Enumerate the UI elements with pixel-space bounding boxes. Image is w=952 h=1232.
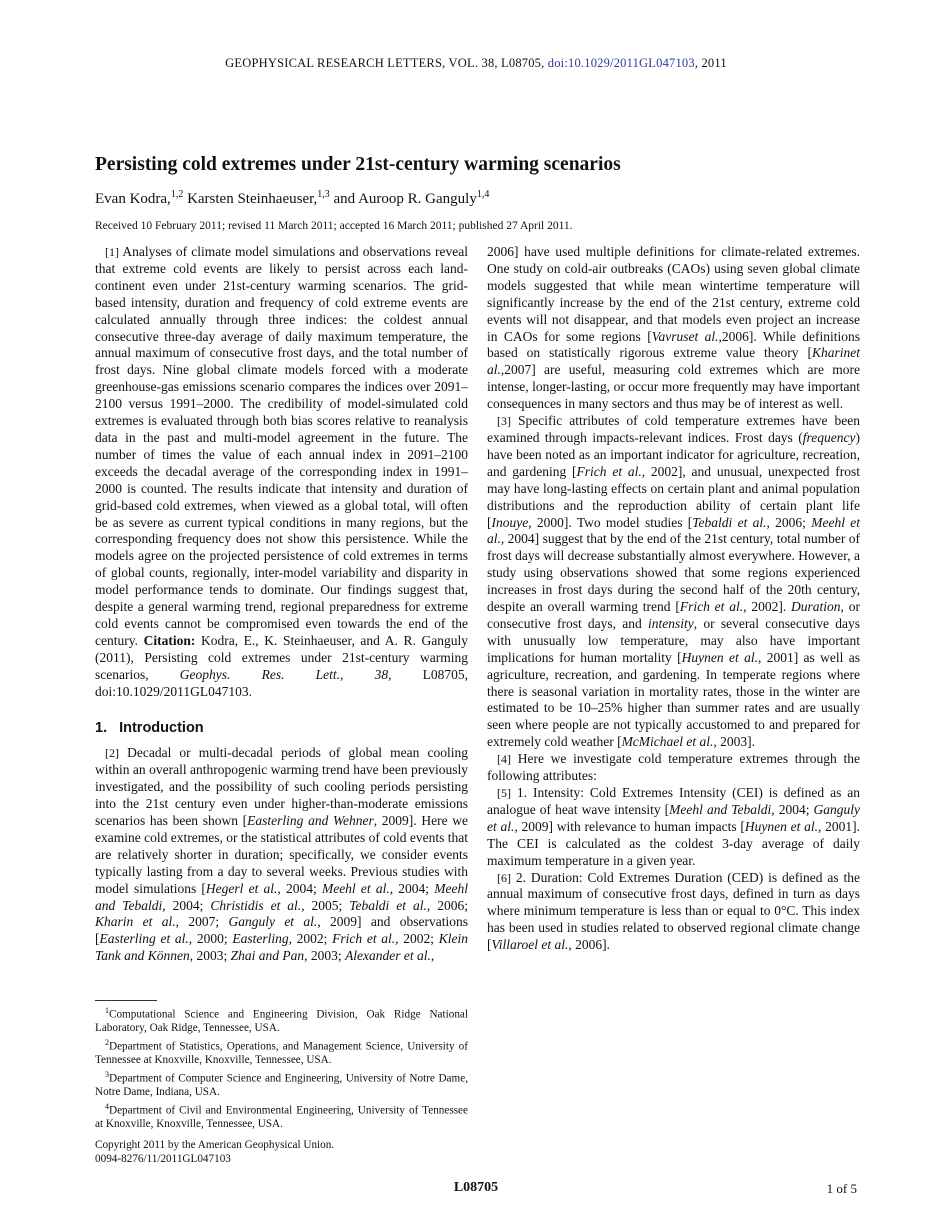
affiliation-mark: 1,3 [317,189,330,200]
paragraph-2-continued [487,244,860,413]
running-head [0,56,952,71]
text: , 2004; [162,897,211,913]
paragraph-4 [487,751,860,785]
reference[interactable]: Zhai and Pan [230,948,305,964]
reference[interactable]: Meehl et al. [487,514,860,547]
text: , 2004; [771,801,814,817]
text: , 2004] suggest that by the end of the 21st century, total number of frost days will decrease substantially almost everywhere. However, a study using observations showed that some regions experienced increases in frost days during the second half of the 20th century, despite an overall warming trend [ [487,531,860,615]
text: , or consecutive frost days, and [487,599,860,631]
text: , 2003]. [713,734,756,750]
paragraph-3 [487,413,860,751]
text: , [718,328,722,344]
reference[interactable]: Easterling [232,931,289,947]
affiliation-footnotes [95,1004,468,1132]
text: , 2009] and observations [ [95,914,468,947]
text: , 2009]. Here we examine cold extremes, or the statistical attributes of cold events that are relatively shorter in duration; specifically, we consider events typically lasting from a day to several weeks. Previous studies with model simulations [ [95,813,469,896]
text: , [500,362,505,378]
footnote [95,1004,468,1036]
text: 2006] have used multiple definitions for climate-related extremes. One study on cold-air outbreaks (CAOs) using seven global climate models suggested that while mean wintertime temperature will significantly increase by the end of the 21st century, extreme cold events will not disappear, and that models even project an increase in CAOs for some regions [ [487,244,860,344]
reference[interactable]: Ganguly et al. [487,801,860,834]
footnote-mark: 1 [105,1006,109,1015]
paragraph-number: [6] [497,870,511,885]
text: Decadal or multi-decadal periods of global mean cooling within an overall anthropogenic warming trend have been previously investigated, and the possibility of such cooling periods persisting into the 21st century even under higher-than-moderate emissions scenarios has been shown [ [95,745,469,828]
reference[interactable]: Tebaldi et al. [692,514,767,530]
text: Specific attributes of cold temperature extremes have been examined through impacts-relevant indices. Frost days ( [487,413,860,445]
citation-text: Kodra, E., K. Steinhaeuser, and A. R. Ganguly (2011), Persisting cold extremes under 21st-century warming scenarios, [95,632,468,682]
citation-end: , L08705, doi:10.1029/2011GL047103. [95,666,469,699]
reference[interactable]: Easterling et al. [99,931,189,947]
reference[interactable]: Inouye [491,514,529,530]
text: , 2003; [189,948,231,964]
author-steinhaeuser: Karsten Steinhaeuser, [183,191,318,207]
text: , [430,948,435,964]
citation-label: Citation: [143,632,196,648]
reference[interactable]: Christidis et al. [210,897,302,913]
text: ) have been noted as an important indicator for agriculture, recreation, and gardening [ [487,429,860,479]
footnote-mark: 2 [105,1037,109,1047]
reference[interactable]: Meehl and Tebaldi [95,880,468,913]
left-column [95,244,468,965]
copyright-line: Copyright 2011 by the American Geophysical Union. [95,1139,335,1151]
footnote-mark: 4 [105,1101,109,1111]
footnote-text: Department of Statistics, Operations, and Management Science, University of Tennessee at Knoxville, Knoxville, Tennessee, USA. [95,1040,468,1067]
emphasis: frequency [802,429,856,445]
text: , 2006; [766,514,812,530]
text: 1. Intensity: Cold Extremes Intensity (CEI) is defined as an analogue of heat wave intensity [ [487,785,860,817]
received-dates: Received 10 February 2011; revised 11 March 2011; accepted 16 March 2011; published 27 April 2011. [95,220,573,232]
citation-separator: , [340,666,375,682]
paragraph-number: [3] [497,414,511,429]
reference[interactable]: Kharin [811,345,851,361]
text: , 2004; [389,880,435,896]
author-list [95,189,489,208]
text: , or several consecutive days with unusually low temperature, may also have important implications for human mortality [ [487,615,860,665]
text: , 2002]. [743,599,792,615]
footnote-mark: 3 [105,1069,109,1079]
affiliation-mark: 1,4 [476,189,490,200]
reference[interactable]: Ganguly et al. [228,914,318,930]
reference[interactable]: Kharin et al. [95,914,176,930]
reference[interactable]: et al. [688,328,719,344]
author-kodra: Evan Kodra, [95,191,171,207]
footnote [95,1036,468,1068]
paragraph-number: [4] [497,752,511,767]
reference[interactable]: McMichael et al. [621,734,714,750]
reference[interactable]: Tebaldi et al. [349,897,427,913]
reference[interactable]: Easterling and Wehner [247,813,374,828]
page-number: 1 of 5 [826,1181,857,1196]
text: , 2006]. [568,937,610,953]
emphasis: intensity [648,615,694,631]
doi-link[interactable]: doi:10.1029/2011GL047103 [547,56,695,70]
journal-year: , 2011 [694,56,727,70]
section-number: 1. [95,720,108,737]
reference[interactable]: Klein Tank and Können [95,931,468,964]
abstract-text: Analyses of climate model simulations and observations reveal that extreme cold events are likely to persist across each land-continent even under 21st-century warming scenarios. The grid-based intensity, duration and frequency of cold extreme events are calculated annually through three indices: the coldest annual consecutive three-day average of daily maximum temperature, the annual maximum of consecutive frost days, and the total number of frost days. Nine global climate models forced with a moderate greenhouse-gas emissions scenario compares the indices over 2091–2100 versus 1991–2000. The credibility of model-simulated cold extremes is evaluated through both bias scores relative to reanalysis data in the past and multi-model agreement in the future. The number of times the value of each annual index in 2091–2100 exceeds the decadal average of the corresponding index in 1991–2000 is counted. The results indicate that intensity and duration of grid-based cold extremes, when viewed as a global total, will often be as severe as current typical conditions in many regions, but the corresponding frequency does not show this persistence. While the models agree on the projected persistence of cold extremes in terms of global counts, regionally, inter-model variability and disparity in model performance tends to dominate. Our findings suggest that, despite a general warming trend, regional preparedness for extreme cold events cannot be compromised even towards the end of the century. [95,244,468,648]
text: , 2000]. Two model studies [ [528,514,693,530]
footnote [95,1068,468,1100]
reference[interactable]: Frich et al. [576,463,642,479]
text: , 2002], and unusual, unexpected frost may have long-lasting effects on certain plant and animal population distributions and the reproduction ability of certain plant life [ [487,463,860,530]
reference[interactable]: Frich et al. [679,599,744,615]
reference[interactable]: Huynen et al. [681,649,758,665]
paper-title: Persisting cold extremes under 21st-century warming scenarios [95,154,621,175]
text: 2. Duration: Cold Extremes Duration (CED) is defined as the annual maximum of consecutive frost days, defined in turn as days where minimum temperature is less than or equal to 0°C. This index has been used in studies related to observed regional climate change [ [487,869,860,953]
copyright-notice [95,1139,334,1166]
footnote-rule [95,1000,157,1001]
section-title: Introduction [119,720,204,737]
journal-info: GEOPHYSICAL RESEARCH LETTERS, VOL. 38, L08705, [225,56,548,70]
text: , 2002; [395,931,439,947]
reference[interactable]: Villaroel et al. [491,937,569,953]
abstract [95,244,468,700]
citation-journal: Geophys. Res. Lett. [179,666,341,682]
paragraph-5 [487,785,860,870]
paragraph-number: [5] [497,786,511,800]
paragraph-6 [487,870,860,955]
reference[interactable]: Hegerl et al. [205,880,278,896]
text: , 2005; [301,897,350,913]
text: , 2004; [277,880,322,896]
reference[interactable]: Meehl et al. [321,880,390,896]
paragraph-number: [2] [105,746,119,761]
reference[interactable]: Huynen et al. [744,818,818,834]
section-heading-introduction [95,720,468,737]
text: , 2001]. The CEI is calculated as the coldest 3-day average of daily maximum temperature in a given year. [487,818,860,868]
reference[interactable]: Meehl and Tebaldi [669,801,772,817]
text: Here we investigate cold temperature extremes through the following attributes: [487,751,860,784]
article-id: L08705 [453,1180,499,1195]
right-column [487,244,860,954]
text: , 2006; [426,897,468,913]
text: 2006]. While definitions based on statistically rigorous extreme value theory [ [487,328,861,361]
reference[interactable]: Alexander et al. [345,948,431,964]
affiliation-mark: 1,2 [170,189,184,200]
reference[interactable]: Frich et al. [332,931,396,947]
text: , 2007; [175,914,229,930]
issn-line: 0094-8276/11/2011GL047103 [95,1152,231,1165]
footnote-text: Department of Civil and Environmental Engineering, University of Tennessee at Knoxville, Knoxville, Tennessee, USA. [95,1104,468,1131]
text: , 2002; [288,931,333,947]
text: , 2003; [304,948,346,964]
reference[interactable]: et al. [487,345,860,378]
footnote-text: Department of Computer Science and Engineering, University of Notre Dame, Notre Dame, Indiana, USA. [95,1072,468,1099]
citation-volume: 38 [374,666,389,682]
reference[interactable]: Vavrus [651,328,689,344]
footnote-text: Computational Science and Engineering Division, Oak Ridge National Laboratory, Oak Ridge, Tennessee, USA. [95,1008,468,1035]
text: , 2001] as well as agriculture, recreation, and gardening. In temperate regions where there is seasonal variation in mortality rates, those in the winter are estimated to be 10–25% higher than summer rates and are usually seen where people are not typically accustomed to and prepared for extremely cold weather [ [487,649,860,750]
text: , 2009] with relevance to human impacts [ [514,818,745,834]
paragraph-number: [1] [105,245,119,259]
paragraph-2 [95,745,468,965]
author-ganguly: and Auroop R. Ganguly [329,191,477,207]
footnote [95,1100,468,1132]
text: 2007] are useful, measuring cold extremes which are more intense, longer-lasting, or occur more frequently may have important consequences in many sectors and thus may be of interest as well. [487,362,860,412]
text: , 2000; [188,931,233,947]
emphasis: Duration [791,599,841,615]
